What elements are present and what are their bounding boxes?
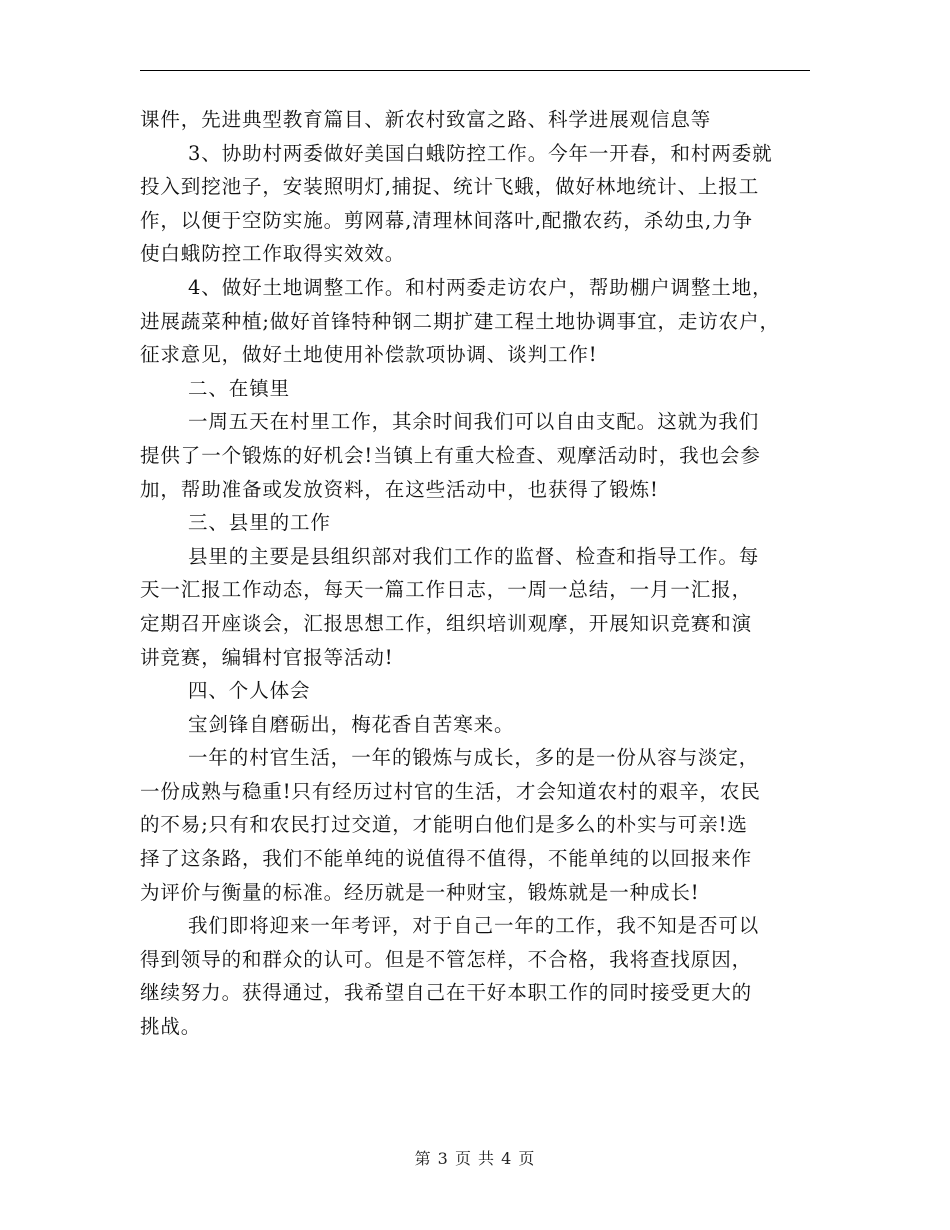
paragraph-start-line: 3、协助村两委做好美国白蛾防控工作。今年一开春，和村两委就 [188, 141, 773, 165]
paragraph-start-line: 我们即将迎来一年考评，对于自己一年的工作，我不知是否可以 [188, 914, 760, 938]
text-line: 课件，先进典型教育篇目、新农村致富之路、科学进展观信息等 [140, 108, 712, 131]
text-line: 为评价与衡量的标准。经历就是一种财宝，锻炼就是一种成长! [140, 880, 700, 904]
text-line: 继续努力。获得通过，我希望自己在干好本职工作的同时接受更大的 [140, 981, 753, 1005]
text-line: 进展蔬菜种植;做好首锋特种钢二期扩建工程土地协调事宜，走访农户， [140, 309, 780, 333]
text-line: 使白蛾防控工作取得实效效。 [140, 242, 406, 266]
text-line: 挑战。 [140, 1015, 202, 1039]
page-footer [0, 1146, 950, 1169]
text-line: 天一汇报工作动态，每天一篇工作日志，一周一总结，一月一汇报， [140, 578, 753, 602]
text-line: 提供了一个锻炼的好机会!当镇上有重大检查、观摩活动时，我也会参 [140, 443, 761, 467]
paragraph-start-line: 三、县里的工作 [188, 511, 331, 535]
paragraph-start-line: 一周五天在村里工作，其余时间我们可以自由支配。这就为我们 [188, 410, 760, 434]
page-number-label: 第 3 页 共 4 页 [414, 1149, 536, 1168]
text-line: 择了这条路，我们不能单纯的说值得不值得，不能单纯的以回报来作 [140, 847, 753, 871]
paragraph-start-line: 二、在镇里 [188, 376, 291, 400]
header-rule [140, 70, 810, 71]
paragraph-start-line: 4、做好土地调整工作。和村两委走访农户，帮助棚户调整土地， [188, 275, 773, 299]
paragraph-start-line: 宝剑锋自磨砺出，梅花香自苦寒来。 [188, 712, 515, 736]
text-line: 得到领导的和群众的认可。但是不管怎样，不合格，我将查找原因， [140, 947, 753, 971]
text-line: 定期召开座谈会，汇报思想工作，组织培训观摩，开展知识竞赛和演 [140, 611, 753, 635]
paragraph-start-line: 一年的村官生活，一年的锻炼与成长，多的是一份从容与淡定， [188, 746, 760, 770]
text-line: 的不易;只有和农民打过交道，才能明白他们是多么的朴实与可亲!选 [140, 813, 748, 837]
paragraph-start-line: 县里的主要是县组织部对我们工作的监督、检查和指导工作。每 [188, 544, 760, 568]
text-line: 投入到挖池子，安装照明灯,捕捉、统计飞蛾，做好林地统计、上报工 [140, 175, 760, 199]
document-body [140, 103, 820, 1044]
paragraph-start-line: 四、个人体会 [188, 679, 311, 703]
text-line: 作，以便于空防实施。剪网幕,清理林间落叶,配撒农药，杀幼虫,力争 [140, 208, 753, 232]
text-line: 讲竞赛，编辑村官报等活动! [140, 645, 394, 669]
text-line: 征求意见，做好土地使用补偿款项协调、谈判工作! [140, 343, 598, 367]
text-line: 加，帮助准备或发放资料，在这些活动中，也获得了锻炼! [140, 477, 659, 501]
text-line: 一份成熟与稳重!只有经历过村官的生活，才会知道农村的艰辛，农民 [140, 779, 761, 803]
